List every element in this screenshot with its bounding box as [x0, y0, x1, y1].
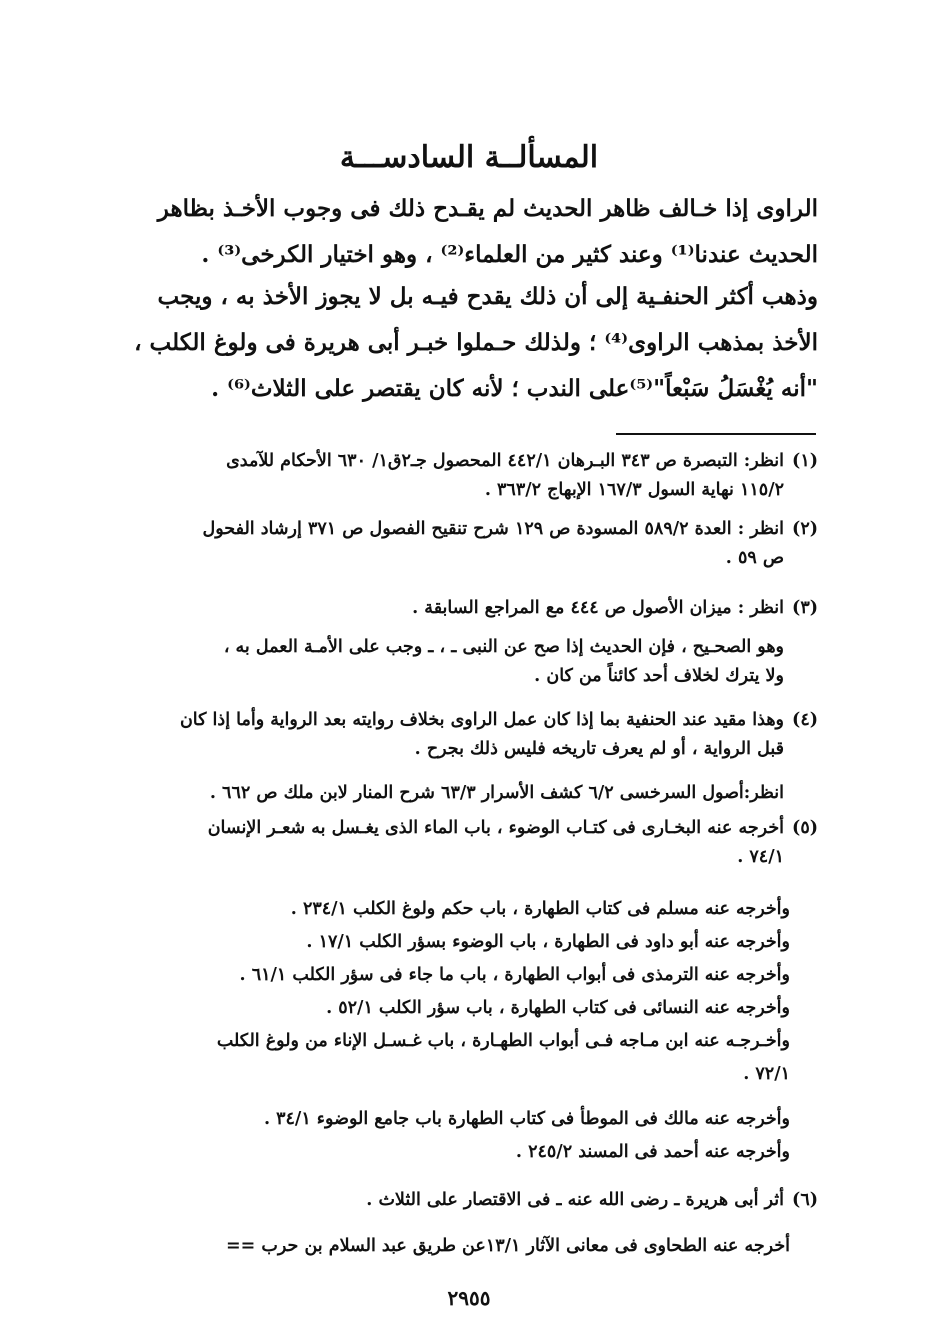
footnote-line: انظر : ميزان الأصول ص ٤٤٤ مع المراجع السابقة . — [412, 598, 784, 618]
footnote-line: انظر: التبصرة ص ٣٤٣ البـرهان ٤٤٢/١ المحصول جـ٢ق١/ ٦٣٠ الأحكام للآمدى — [226, 451, 784, 471]
footnote-line: وهو الصحـيح ، فإن الحديث إذا صح عن النبى ـ ، ـ وجب على الأمـة العمل به ، — [223, 637, 784, 657]
footnote-3 — [100, 594, 818, 623]
page-number: ٢٩٥٥ — [447, 1286, 491, 1310]
reference-line: وأخرجه عنه أحمد فى المسند ٢٤٥/٢ . — [515, 1142, 790, 1162]
reference-line: وأخرجه عنه الترمذى فى أبواب الطهارة ، باب ما جاء فى سؤر الكلب ٦١/١ . — [239, 965, 790, 985]
footnote-line: قبل الرواية ، أو لم يعرف تاريخه فليس ذلك بجرح . — [414, 739, 784, 759]
main-line: وذهب أكثر الحنفـية إلى أن ذلك يقدح فيـه بل لا يجوز الأخذ به ، ويجب — [157, 283, 818, 310]
footnote-line: ٧٤/١ . — [737, 847, 784, 867]
footnote-4-note — [100, 779, 784, 808]
footnote-line: أخرجه عنه الطحاوى فى معانى الآثار ١٣/١عن طريق عبد السلام بن حرب == — [226, 1236, 790, 1256]
footnote-line: أثر أبى هريرة ـ رضى الله عنه ـ فى الاقتصار على الثلاث . — [366, 1190, 784, 1210]
footnote-number: (٢) — [792, 519, 818, 539]
footnote-6 — [100, 1186, 818, 1215]
footnote-3-note — [100, 633, 784, 691]
main-paragraph-1 — [100, 186, 818, 278]
footnote-line: أخرجه عنه البخـارى فى كتـاب الوضوء ، باب الماء الذى يغـسل به شعـر الإنسان — [207, 818, 784, 838]
footnote-6-note — [140, 1232, 790, 1261]
footnote-number: (٥) — [792, 818, 818, 838]
footnote-divider — [616, 433, 816, 435]
footnote-line: ولا يترك لخلاف أحد كائناً من كان . — [534, 666, 784, 686]
footnote-number: (١) — [792, 451, 818, 471]
reference-line: وأخرجه عنه أبو داود فى الطهارة ، باب الوضوء بسؤر الكلب ١٧/١ . — [306, 932, 790, 952]
main-paragraph-2 — [100, 274, 818, 412]
footnote-line: انظر : العدة ٥٨٩/٢ المسودة ص ١٢٩ شرح تنقيح الفصول ص ٣٧١ إرشاد الفحول — [202, 519, 784, 539]
footnote-line: ص ٥٩ . — [725, 548, 784, 568]
footnote-line: انظر:أصول السرخسى ٦/٢ كشف الأسرار ٦٣/٣ شرح المنار لابن ملك ص ٦٦٢ . — [209, 783, 784, 803]
footnote-number: (٤) — [792, 710, 818, 730]
footnote-number: (٣) — [792, 598, 818, 618]
footnote-number: (٦) — [792, 1190, 818, 1210]
reference-line: وأخرجه عنه مالك فى الموطأ فى كتاب الطهارة باب جامع الوضوء ٣٤/١ . — [263, 1109, 790, 1129]
main-line: الأخذ بمذهب الراوى⁽⁴⁾ ؛ ولذلك حـملوا خبـر أبى هريرة فى ولوغ الكلب ، — [134, 329, 818, 356]
footnote-5-references — [115, 893, 790, 1169]
reference-line: ٧٢/١ . — [743, 1064, 790, 1084]
section-title: المسألــة السادســـة — [339, 140, 599, 175]
main-line: الراوى إذا خـالف ظاهر الحديث لم يقـدح ذلك فى وجوب الأخـذ بظاهر — [157, 195, 818, 222]
reference-line: وأخرجه عنه مسلم فى كتاب الطهارة ، باب حكم ولوغ الكلب ٢٣٤/١ . — [290, 899, 790, 919]
main-line: "أنه يُغْسَلُ سَبْعاً"⁽⁵⁾على الندب ؛ لأنه كان يقتصر على الثلاث⁽⁶⁾ . — [211, 375, 818, 402]
footnote-1 — [100, 447, 818, 505]
footnote-line: وهذا مقيد عند الحنفية بما إذا كان عمل الراوى بخلاف روايته بعد الرواية وأما إذا كان — [179, 710, 784, 730]
reference-line: وأخرجه عنه النسائى فى كتاب الطهارة ، باب سؤر الكلب ٥٢/١ . — [326, 998, 790, 1018]
footnote-2 — [100, 515, 818, 573]
footnote-line: ١١٥/٢ نهاية السول ١٦٧/٣ الإبهاج ٣٦٣/٢ . — [484, 480, 784, 500]
footnote-4 — [100, 706, 818, 764]
footnote-5 — [100, 814, 818, 872]
main-line: الحديث عندنا⁽¹⁾ وعند كثير من العلماء⁽²⁾ ، وهو اختيار الكرخى⁽³⁾ . — [201, 241, 818, 268]
reference-line: وأخـرجـه عنه ابن مـاجه فـى أبواب الطهـارة ، باب غـسـل الإناء من ولوغ الكلب — [216, 1031, 790, 1051]
